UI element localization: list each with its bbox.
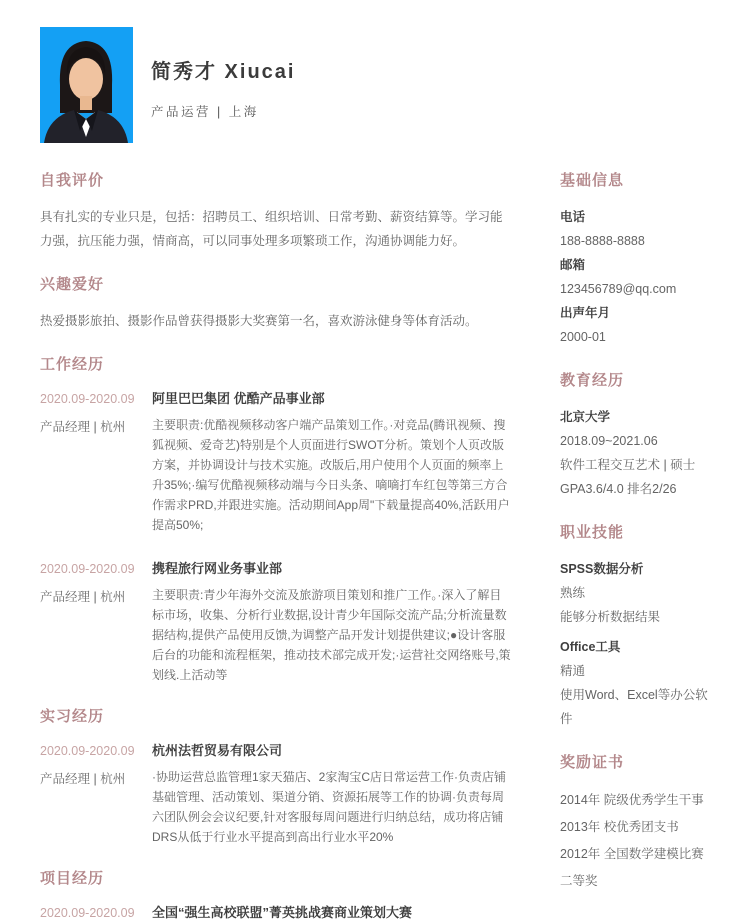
skill-item: [560, 557, 710, 629]
entry-description: 主要职责:优酷视频移动客户端产品策划工作。·对竞品(腾讯视频、搜狐视频、爱奇艺)特别是个人页面进行SWOT分析。策划个人页改版方案，并协调设计与技术实施。改版后,用户使用个人页面的频率上升35%;·编写优酷视频移动端与今日头条、嘀嘀打车红包等第三方合作需求PRD,并跟进实施。活动期间App周"下载量提高40%,活跃用户提高50%;: [152, 418, 510, 532]
field-label: 电话: [560, 210, 586, 224]
section-internship-experience: [40, 707, 512, 847]
profile-photo: [40, 27, 133, 143]
entry-date: 2020.09-2020.09: [40, 562, 135, 576]
skill-level: 精通: [560, 664, 586, 678]
education-major: 软件工程交互艺术 | 硕士: [560, 458, 696, 472]
skill-name: SPSS数据分析: [560, 562, 644, 576]
profile-photo-illustration: [40, 27, 133, 143]
entry-body: [152, 741, 512, 847]
field-value-phone: 188-8888-8888: [560, 234, 645, 248]
entry-date: 2020.09-2020.09: [40, 744, 135, 758]
work-entry: [40, 559, 512, 685]
section-title: 基础信息: [560, 172, 625, 189]
section-interests: [40, 275, 512, 333]
entry-company: 杭州法哲贸易有限公司: [152, 743, 283, 758]
entry-role: 产品经理 | 杭州: [40, 590, 126, 604]
education-period: 2018.09~2021.06: [560, 434, 658, 448]
section-work-experience: [40, 355, 512, 685]
sidebar-section-skills: [560, 523, 710, 731]
section-title: 项目经历: [40, 870, 105, 887]
field-label: 出声年月: [560, 306, 611, 320]
section-title: 奖励证书: [560, 754, 625, 771]
skill-level: 熟练: [560, 586, 586, 600]
sidebar-section-education: [560, 371, 710, 501]
identity-block: [151, 27, 295, 120]
section-title: 职业技能: [560, 524, 625, 541]
entry-meta: [40, 389, 152, 535]
entry-date: 2020.09-2020.09: [40, 392, 135, 406]
section-title: 实习经历: [40, 708, 105, 725]
entry-role: 产品经理 | 杭州: [40, 420, 126, 434]
entry-date: 2020.09-2020.09: [40, 906, 135, 920]
entry-company: 阿里巴巴集团 优酷产品事业部: [152, 391, 325, 406]
sidebar-section-basic-info: [560, 171, 710, 349]
entry-body: [152, 903, 512, 923]
section-title: 教育经历: [560, 372, 625, 389]
entry-meta: [40, 559, 152, 685]
entry-body: [152, 559, 512, 685]
section-title: 工作经历: [40, 356, 105, 373]
sidebar-column: [560, 171, 710, 923]
award-item: 2014年 院级优秀学生干事: [560, 793, 704, 807]
entry-company: 全国“强生高校联盟”菁英挑战赛商业策划大赛: [152, 905, 413, 920]
main-column: [40, 171, 512, 923]
candidate-subtitle: 产品运营 | 上海: [151, 105, 259, 119]
award-item: 2013年 校优秀团支书: [560, 820, 679, 834]
education-gpa: GPA3.6/4.0 排名2/26: [560, 482, 677, 496]
field-value-email: 123456789@qq.com: [560, 282, 677, 296]
entry-company: 携程旅行网业务事业部: [152, 561, 283, 576]
entry-meta: [40, 903, 152, 923]
interests-text: 热爱摄影旅拍、摄影作品曾获得摄影大奖赛第一名，喜欢游泳健身等体育活动。: [40, 314, 478, 328]
internship-entry: [40, 741, 512, 847]
section-title: 兴趣爱好: [40, 276, 105, 293]
entry-description: ·协助运营总监管理1家天猫店、2家淘宝C店日常运营工作·负责店铺基础管理、活动策划、渠道分销、资源拓展等工作的协调·负责每周六团队例会会议纪要,针对客服每周问题进行归纳总结，成功将店铺DRS从低于行业水平提高到高出行业水平20%: [152, 770, 507, 844]
entry-body: [152, 389, 512, 535]
skill-description: 能够分析数据结果: [560, 610, 661, 624]
section-title: 自我评价: [40, 172, 105, 189]
section-self-evaluation: [40, 171, 512, 253]
award-item: 2012年 全国数学建模比赛二等奖: [560, 847, 704, 888]
education-school: 北京大学: [560, 410, 611, 424]
skill-name: Office工具: [560, 640, 621, 654]
sidebar-section-awards: [560, 753, 710, 895]
field-value-birth: 2000-01: [560, 330, 606, 344]
self-evaluation-text: 具有扎实的专业只是，包括：招聘员工、组织培训、日常考勤、薪资结算等。学习能力强，抗压能力强，情商高，可以同事处理多项繁琐工作，沟通协调能力好。: [40, 210, 503, 248]
project-entry: [40, 903, 512, 923]
work-entry: [40, 389, 512, 535]
field-label: 邮箱: [560, 258, 586, 272]
candidate-name: 简秀才 Xiucai: [151, 61, 296, 83]
section-project-experience: [40, 869, 512, 923]
entry-description: 主要职责:青少年海外交流及旅游项目策划和推广工作。·深入了解目标市场，收集、分析行业数据,设计青少年国际交流产品;分析流量数据结构,提供产品使用反馈,为调整产品开发计划提供建议;●设计客服后台的功能和流程框架，推动技术部完成开发;·运营社交网络账号,策划线.上活动等: [152, 588, 511, 682]
entry-meta: [40, 741, 152, 847]
entry-role: 产品经理 | 杭州: [40, 772, 126, 786]
skill-description: 使用Word、Excel等办公软件: [560, 688, 708, 726]
header: [40, 27, 710, 143]
content-columns: [40, 171, 710, 923]
skill-item: [560, 635, 710, 731]
